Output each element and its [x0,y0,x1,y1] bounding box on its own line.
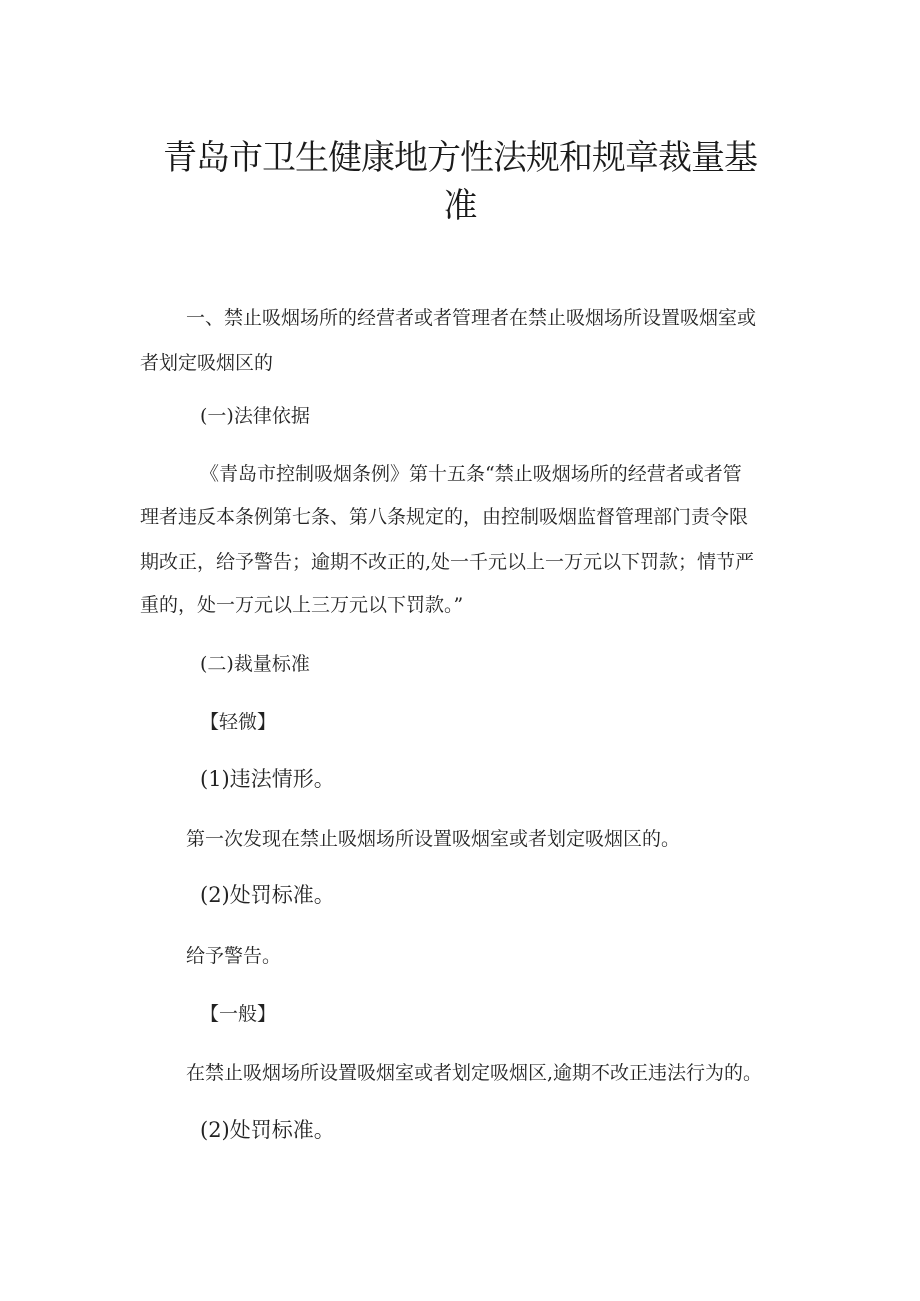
standard-heading: (二)裁量标准 [200,653,310,675]
legal-basis-heading: (一)法律依据 [200,405,310,427]
document-title-line2: 准 [443,186,477,226]
legal-basis-line: 期改正，给予警告；逾期不改正的,处一千元以上一万元以下罚款；情节严 [140,551,755,573]
minor-penalty-text: 给予警告。 [186,945,282,967]
general-level-label: 【一般】 [200,1003,277,1025]
general-penalty-label: (2)处罚标准。 [200,1118,335,1142]
legal-basis-line: 理者违反本条例第七条、第八条规定的，由控制吸烟监督管理部门责令限 [140,506,749,528]
general-situation-text: 在禁止吸烟场所设置吸烟室或者划定吸烟区,逾期不改正违法行为的。 [186,1062,763,1084]
minor-level-label: 【轻微】 [200,711,277,733]
minor-penalty-label: (2)处罚标准。 [200,883,335,907]
legal-basis-line: 重的，处一万元以上三万元以下罚款。” [140,594,464,616]
section-heading-line1: 一、禁止吸烟场所的经营者或者管理者在禁止吸烟场所设置吸烟室或 [186,307,757,329]
legal-basis-line: 《青岛市控制吸烟条例》第十五条“禁止吸烟场所的经营者或者管 [200,463,742,485]
minor-situation-text: 第一次发现在禁止吸烟场所设置吸烟室或者划定吸烟区的。 [186,828,681,850]
minor-situation-label: (1)违法情形。 [200,767,335,791]
section-heading-line2: 者划定吸烟区的 [140,352,274,374]
document-title-line1: 青岛市卫生健康地方性法规和规章裁量基 [163,138,757,178]
